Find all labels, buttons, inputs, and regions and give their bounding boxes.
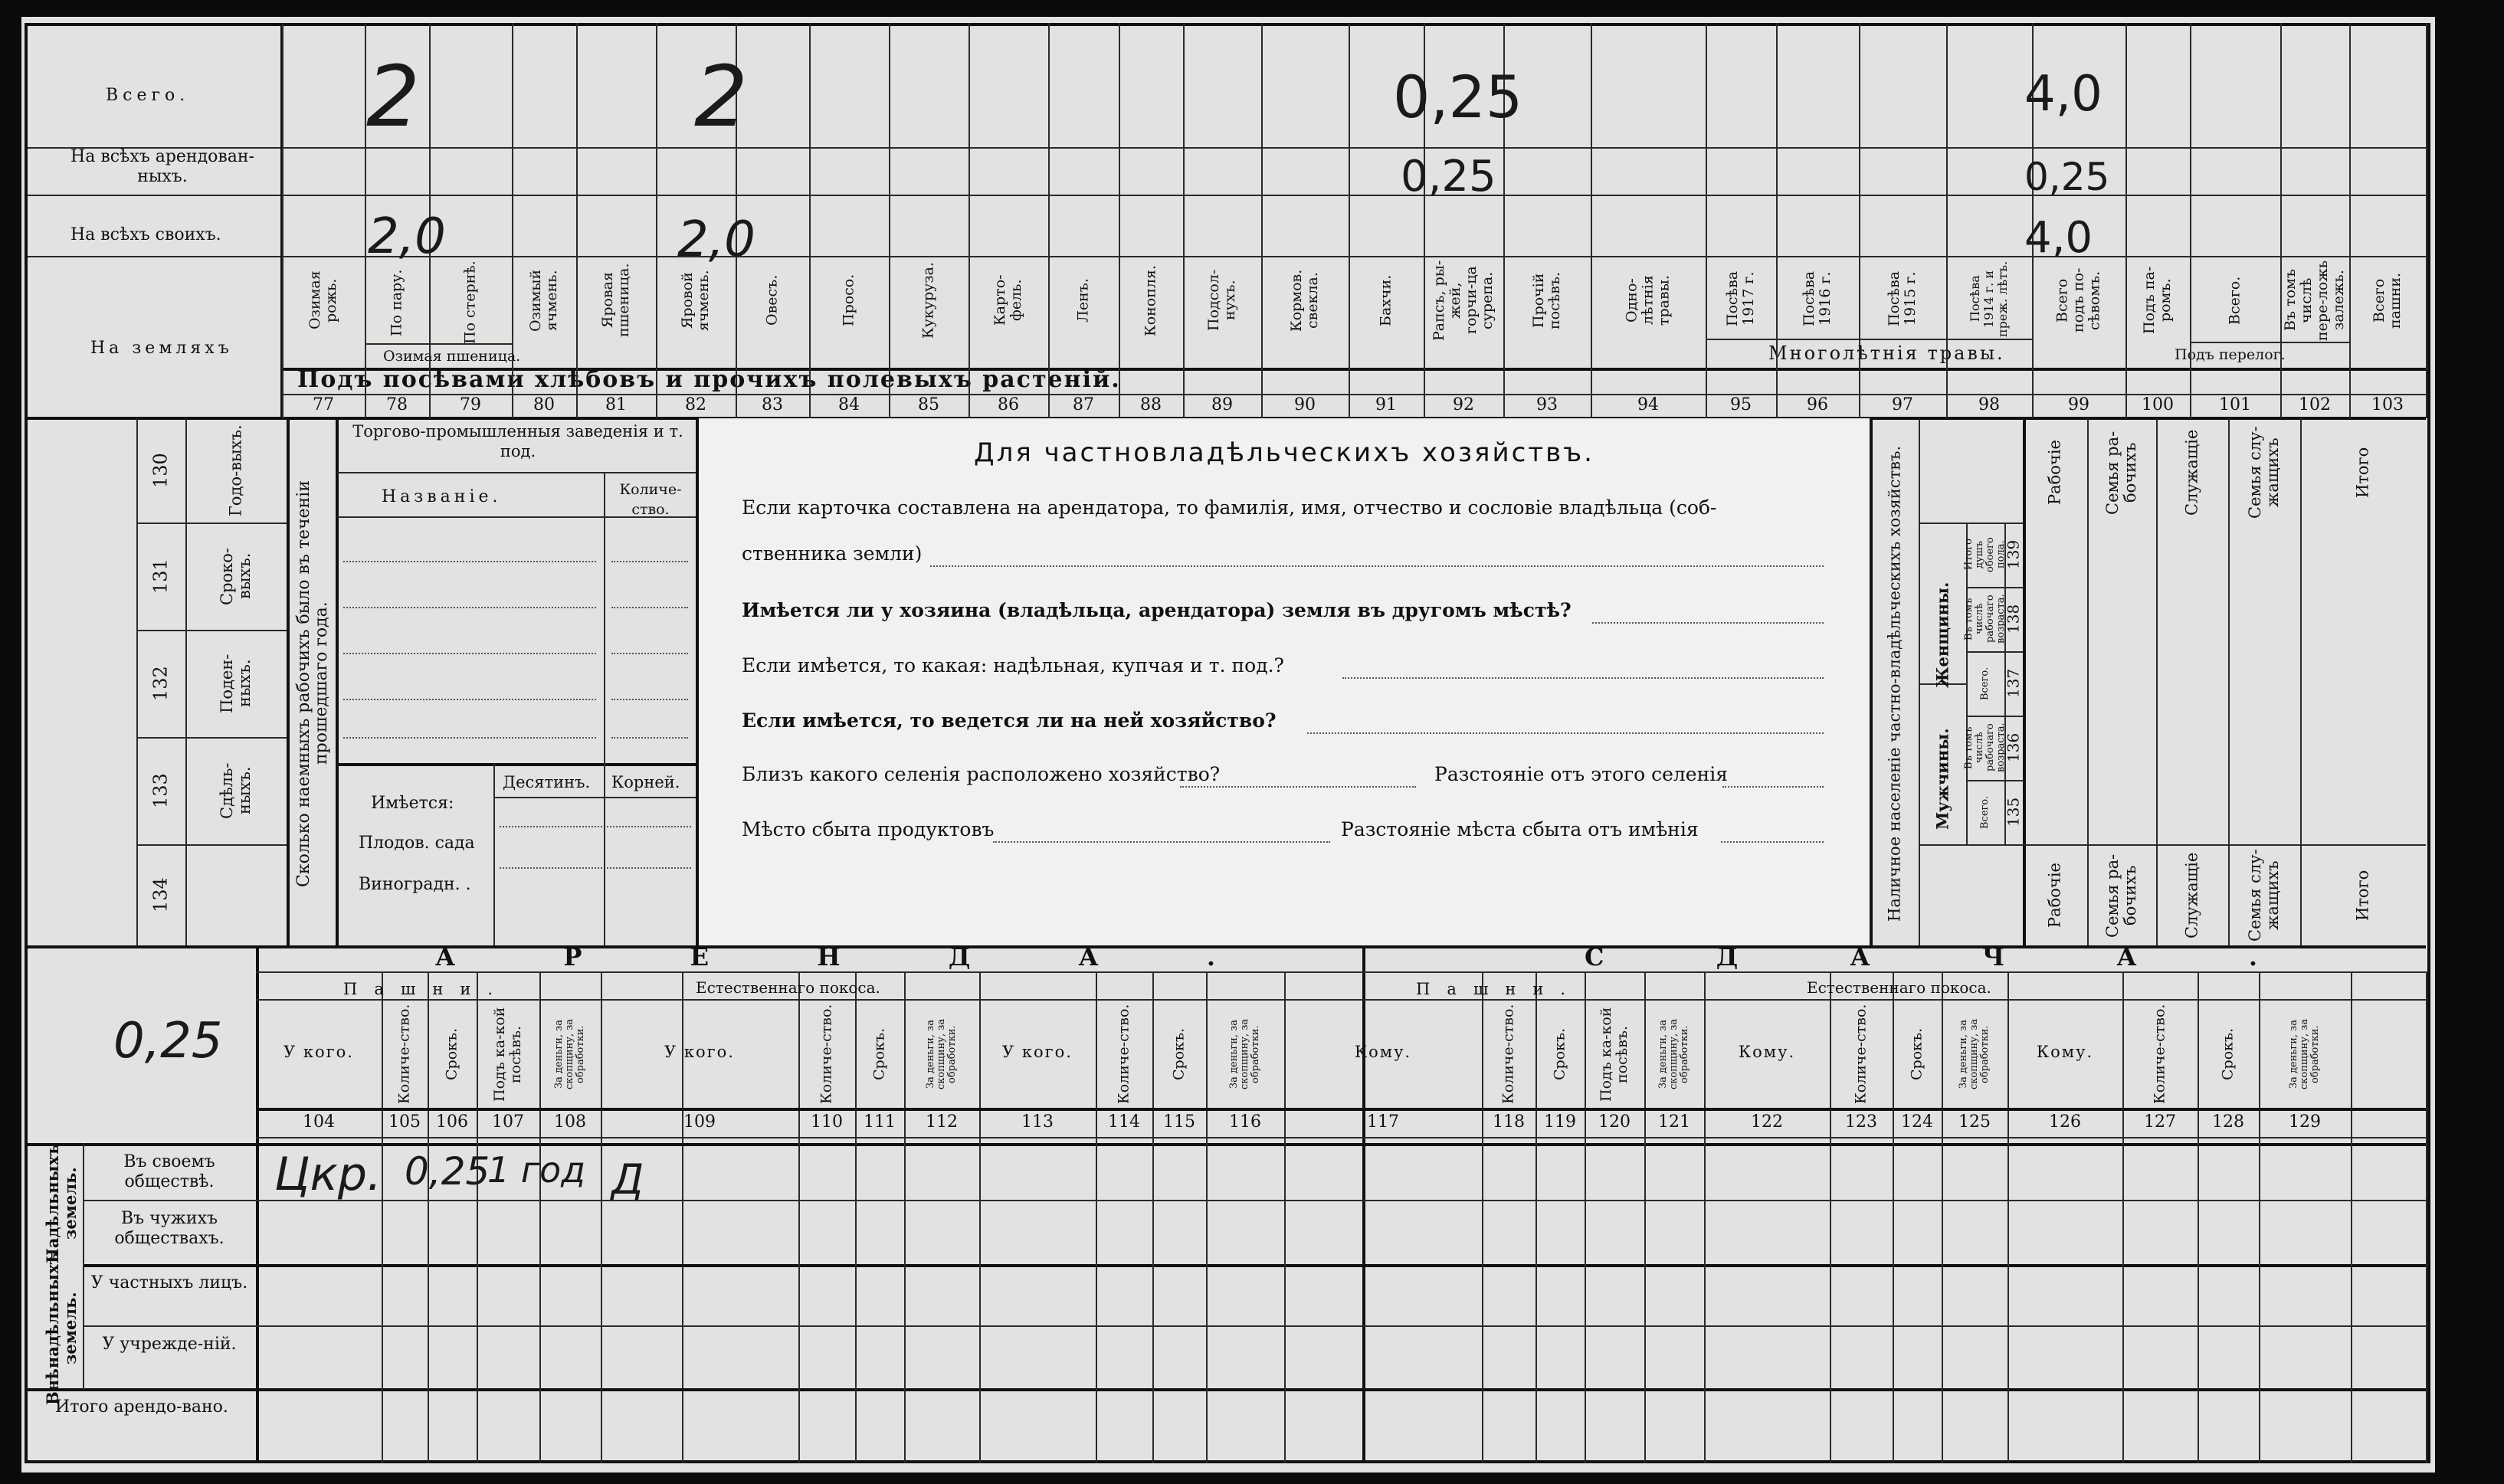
crop-col-number: 77 <box>313 395 334 414</box>
lease-col-number: 129 <box>2289 1112 2321 1132</box>
crop-col-label: Подсол-нухъ. <box>1205 269 1238 332</box>
crop-col-label: По пару. <box>388 269 405 336</box>
crop-col-number: 82 <box>685 395 706 414</box>
crop-col-number: 94 <box>1637 395 1659 414</box>
lease-row-col-line <box>2259 1143 2260 1463</box>
worker-col-number: 132 <box>149 666 172 701</box>
lease-col-line <box>2426 971 2427 1463</box>
crop-col-label: По стернѣ. <box>461 260 479 345</box>
private-q3: Если имѣется, то какая: надѣльная, купчая и т. под.? <box>742 654 1284 676</box>
pop-sub-label: Всего. <box>1979 795 1991 829</box>
crop-col-number: 86 <box>998 395 1019 414</box>
lease-row-line <box>83 1325 2426 1327</box>
crop-col-divider <box>1776 23 1778 418</box>
crop-col-divider <box>889 23 890 418</box>
pop-women: Женщины. <box>1932 581 1952 689</box>
worker-col-label: Сроко-выхъ. <box>218 547 254 605</box>
crop-col-number: 101 <box>2219 395 2251 414</box>
pop-right-col-line <box>2087 418 2089 947</box>
worker-col-label: Поден-ныхъ. <box>218 654 254 713</box>
pop-right-col-line <box>2228 418 2230 947</box>
crop-col-divider <box>2280 23 2282 418</box>
crop-col-number: 92 <box>1453 395 1474 414</box>
pop-sub-label: Въ томъ числѣ рабочаго возраста. <box>1963 722 2007 773</box>
hand-srok: 1 год <box>487 1149 586 1191</box>
worker-row-line <box>136 630 287 631</box>
hand-svoi-82: 2,0 <box>677 211 755 268</box>
lease-row-col-line <box>1830 1143 1831 1463</box>
lease-row-col-line <box>2122 1143 2124 1463</box>
lease-row-col-line <box>1284 1143 1286 1463</box>
crop-col-divider <box>1591 23 1592 418</box>
lease-col-label: Количе-ство. <box>818 1004 835 1105</box>
hand-arend-91: 0,25 <box>1401 152 1496 201</box>
private-q6b: Разстояніе мѣста сбыта отъ имѣнія <box>1341 818 1699 840</box>
private-q5b: Разстояніе отъ этого селенія <box>1434 763 1729 785</box>
lease-row-line <box>28 1388 2426 1391</box>
lease-col-label: Подъ ка-кой посѣвъ. <box>1598 1007 1631 1102</box>
lease-col-number: 106 <box>436 1112 468 1132</box>
crop-col-number: 78 <box>386 395 408 414</box>
crop-col-label: Озимая рожь. <box>306 270 339 330</box>
lease-row-col-line <box>1942 1143 1943 1463</box>
lease-col-number: 118 <box>1493 1112 1525 1132</box>
band-pod-posevami: Подъ посѣвами хлѣбовъ и прочихъ полевыхъ растеній. <box>297 366 1121 393</box>
lease-col-number: 114 <box>1108 1112 1140 1132</box>
crop-col-label: Яровая пшеница. <box>599 263 632 338</box>
pop-right-col-label: Семья ра-бочихъ <box>2103 853 2139 938</box>
crop-col-label: Кукуруза. <box>919 262 937 339</box>
pop-right-col-label: Итого <box>2353 870 2372 922</box>
row-label-svoih: На всѣхъ своихъ. <box>70 225 221 244</box>
lease-col-label: Срокъ. <box>1908 1027 1926 1081</box>
trade-imeetsya: Имѣется: <box>371 794 454 813</box>
trade-dotted-line <box>343 699 596 700</box>
lease-col-number: 126 <box>2049 1112 2081 1132</box>
group-mnogoletnie: Многолѣтнія травы. <box>1768 342 2005 364</box>
crop-col-number: 98 <box>1978 395 2000 414</box>
lease-col-label: Количе-ство. <box>1499 1004 1517 1105</box>
trade-dotted-line <box>611 699 688 700</box>
garden-dotted-line <box>500 867 691 869</box>
census-card-page <box>21 17 2435 1473</box>
crop-col-label: Карто-фель. <box>991 274 1024 326</box>
crop-col-label: Одно-лѣтнія травы. <box>1623 275 1673 326</box>
hand-side-025: 0,25 <box>113 1013 223 1070</box>
lease-col-number: 127 <box>2144 1112 2176 1132</box>
crop-col-number: 95 <box>1730 395 1752 414</box>
lease-col-number: 107 <box>492 1112 524 1132</box>
private-q5a: Близъ какого селенія расположено хозяйство? <box>742 763 1221 785</box>
lease-col-label: Срокъ. <box>1551 1027 1568 1081</box>
crop-col-label: Въ томъ числѣ пере-ложь залежь. <box>2282 260 2347 341</box>
pop-right-col-label: Семья ра-бочихъ <box>2103 431 2139 515</box>
pop-sub-label: Всего. <box>1979 667 1991 700</box>
lease-col-label: За деньги, за скопщину, за обработки. <box>553 1018 586 1090</box>
pop-number: 136 <box>2004 732 2023 763</box>
crop-col-label: Кормов. свекла. <box>1288 269 1321 332</box>
pop-right-col-label: Служащіе <box>2182 852 2201 939</box>
lease-col-number: 122 <box>1751 1112 1783 1132</box>
crop-col-label: Бахчи. <box>1377 274 1395 326</box>
lease-row-label: Итого арендо-вано. <box>55 1397 228 1417</box>
lease-col-number: 112 <box>926 1112 958 1132</box>
crop-col-divider <box>1349 23 1350 418</box>
crop-col-label: Просо. <box>840 274 857 327</box>
crop-col-label: Яровой ячмень. <box>679 270 712 331</box>
trade-dotted-line <box>611 653 688 654</box>
lease-col-label: За деньги, за скопщину, за обработки. <box>2288 1018 2321 1090</box>
group-perelog: Подъ перелог. <box>2175 346 2286 363</box>
lease-col-number: 104 <box>303 1112 335 1132</box>
private-q6a: Мѣсто сбыта продуктовъ <box>742 818 995 840</box>
lease-arenda-letter: Р <box>563 942 584 971</box>
lease-row-col-line <box>979 1143 981 1463</box>
crop-col-divider <box>1183 23 1185 418</box>
lease-row-col-line <box>1536 1143 1537 1463</box>
lease-row-label: У частныхъ лицъ. <box>90 1273 248 1292</box>
crop-col-number: 80 <box>533 395 555 414</box>
crop-col-label: Посѣва 1915 г. <box>1886 270 1919 327</box>
lease-col-number: 105 <box>388 1112 421 1132</box>
lease-row-col-line <box>2198 1143 2199 1463</box>
lease-sdacha-letter: Ч <box>1981 942 2007 971</box>
lease-col-label: Кому. <box>1354 1043 1412 1061</box>
lease-col-label: У кого. <box>1002 1043 1073 1061</box>
crop-col-label: Конопля. <box>1142 264 1159 336</box>
lease-col-number: 115 <box>1163 1112 1195 1132</box>
pop-right-col-label: Служащіе <box>2182 429 2201 516</box>
trade-dotted-line <box>343 607 596 608</box>
pop-right-col-label: Итого <box>2353 447 2372 499</box>
lease-head-line <box>256 999 2426 1001</box>
hand-vsego-91: 0,25 <box>1393 63 1523 131</box>
hand-svoi-99: 4,0 <box>2024 213 2093 263</box>
lease-sdacha-letter: А <box>1850 942 1872 971</box>
trade-qty-label: Количе-ство. <box>619 481 682 518</box>
crop-col-divider <box>2125 23 2127 418</box>
trade-dotted-line <box>343 561 596 562</box>
lease-row-line <box>83 1200 2426 1201</box>
crop-col-label: Посѣва 1916 г. <box>1801 270 1834 327</box>
lease-row-line <box>83 1264 2426 1267</box>
row-label-vsego: Всего. <box>106 86 190 105</box>
crop-col-divider <box>1119 23 1120 418</box>
lease-col-number: 125 <box>1958 1112 1991 1132</box>
pop-sub-label: Въ томъ числѣ рабочаго возраста. <box>1963 594 2007 644</box>
lease-row-col-line <box>1152 1143 1154 1463</box>
crop-col-number: 103 <box>2371 395 2404 414</box>
pop-right-col-label: Семья слу-жащихъ <box>2246 426 2282 519</box>
lease-col-label: У кого. <box>284 1043 354 1061</box>
lease-row-col-line <box>855 1143 857 1463</box>
crop-col-divider <box>656 23 657 418</box>
pop-right-col-line <box>2300 418 2302 947</box>
lease-sdacha-letter: С <box>1585 942 1606 971</box>
lease-col-number: 119 <box>1544 1112 1576 1132</box>
trade-dotted-line <box>611 607 688 608</box>
pop-right-col-label: Рабочіе <box>2045 863 2064 929</box>
lease-row-col-line <box>1096 1143 1097 1463</box>
lease-col-number: 108 <box>554 1112 586 1132</box>
worker-row-line <box>136 844 287 846</box>
hand-vsego-78: 2 <box>366 48 420 146</box>
crop-col-number: 91 <box>1375 395 1397 414</box>
crop-col-divider <box>576 23 578 418</box>
lease-col-number: 116 <box>1229 1112 1261 1132</box>
crop-col-number: 90 <box>1294 395 1316 414</box>
worker-row-line <box>136 523 287 524</box>
crop-col-number: 84 <box>838 395 860 414</box>
lease-col-number: 113 <box>1021 1112 1054 1132</box>
crop-col-label: Всего. <box>2226 276 2243 325</box>
group-line <box>1706 339 2032 340</box>
pop-right-col-label: Семья слу-жащихъ <box>2246 849 2282 942</box>
lease-col-label: Количе-ство. <box>1852 1004 1870 1105</box>
garden-dotted-line <box>500 826 691 827</box>
lease-arenda-letter: А <box>1078 942 1100 971</box>
crop-col-label: Посѣва 1917 г. <box>1724 270 1757 327</box>
pop-right-row-line <box>2023 844 2426 846</box>
lease-row-label: Въ своемъ обществѣ. <box>123 1152 215 1191</box>
crop-col-label: Подъ па-ромъ. <box>2141 266 2174 335</box>
lease-row-label: У учрежде-ній. <box>102 1335 237 1354</box>
lease-col-label: Срокъ. <box>2219 1027 2237 1081</box>
crop-col-divider <box>968 23 970 418</box>
trade-dotted-line <box>343 737 596 739</box>
crop-col-divider <box>2190 23 2191 418</box>
crop-col-number: 87 <box>1073 395 1094 414</box>
lease-col-label: Срокъ. <box>870 1027 888 1081</box>
lease-sdacha-letter: А <box>2116 942 2139 971</box>
trade-dotted-line <box>343 653 596 654</box>
lease-col-label: Подъ ка-кой посѣвъ. <box>491 1007 524 1102</box>
lease-col-label: За деньги, за скопщину, за обработки. <box>1958 1018 1991 1090</box>
trade-dotted-line <box>611 737 688 739</box>
trade-dotted-line <box>611 561 688 562</box>
lease-arenda-letter: . <box>1206 942 1217 971</box>
crop-col-label: Прочій посѣвъ. <box>1530 271 1563 329</box>
pop-sub-label: Итого душъ обоего пола. <box>1963 537 2007 572</box>
lease-row-col-line <box>2007 1143 2009 1463</box>
population-title: Наличное населеніе частно-владѣльческихъ хозяйствъ. <box>1885 445 1904 922</box>
trade-vinogradn: Виноградн. . <box>359 875 471 894</box>
crop-col-divider <box>1048 23 1050 418</box>
lease-col-number: 111 <box>864 1112 896 1132</box>
group-line <box>2190 342 2349 343</box>
crop-col-divider <box>282 23 284 418</box>
hand-za-dengi: Д <box>611 1155 644 1204</box>
worker-col-number: 130 <box>149 453 172 488</box>
crop-col-number: 83 <box>762 395 783 414</box>
hand-kolichestvo: 0,25 <box>405 1149 490 1194</box>
hand-svoi-78: 2,0 <box>368 208 446 265</box>
worker-col-label: Сдѣль-ныхъ. <box>218 762 254 819</box>
crop-col-number: 89 <box>1211 395 1233 414</box>
worker-row-line <box>136 737 287 739</box>
sdacha-pokos: Естественнаго покоса. <box>1807 978 1991 997</box>
crop-col-divider <box>2426 23 2427 418</box>
trade-plodov: Плодов. сада <box>359 834 475 853</box>
private-title: Для частновладѣльческихъ хозяйствъ. <box>974 437 1594 468</box>
lease-col-label: Срокъ. <box>1170 1027 1188 1081</box>
lease-row-col-line <box>539 1143 541 1463</box>
crop-col-number: 79 <box>460 395 481 414</box>
lease-arenda-title <box>435 942 1217 971</box>
pop-number: 137 <box>2004 668 2023 699</box>
crop-col-number: 88 <box>1140 395 1162 414</box>
private-q4: Если имѣется, то ведется ли на ней хозяйство? <box>742 709 1277 732</box>
lease-row-col-line <box>382 1143 383 1463</box>
lease-sdacha-letter: Д <box>1716 942 1740 971</box>
lease-col-number: 120 <box>1598 1112 1631 1132</box>
worker-col-number: 131 <box>149 559 172 594</box>
crop-col-number: 85 <box>918 395 939 414</box>
lease-col-label: Срокъ. <box>443 1027 460 1081</box>
workers-question: Сколько наемныхъ рабочихъ было въ теченіи прошедшаго года. <box>294 480 331 887</box>
lease-col-number: 124 <box>1901 1112 1933 1132</box>
lease-sdacha-title <box>1585 942 2259 971</box>
lease-row-col-line <box>1704 1143 1706 1463</box>
crop-col-divider <box>2349 23 2351 418</box>
worker-col-label: Годо-выхъ. <box>226 424 245 516</box>
crop-col-divider <box>1946 23 1948 418</box>
lease-col-number: 128 <box>2212 1112 2244 1132</box>
lease-row-col-line <box>601 1143 602 1463</box>
crop-col-label: Овесъ. <box>763 274 781 326</box>
hand-u-kogo: Цкр. <box>274 1148 382 1201</box>
pop-number: 135 <box>2004 797 2023 827</box>
lease-row-label: Въ чужихъ обществахъ. <box>114 1209 225 1248</box>
crop-col-divider <box>809 23 811 418</box>
crop-col-label: Всего подъ по-сѣвомъ. <box>2053 267 2103 333</box>
lease-col-label: За деньги, за скопщину, за обработки. <box>1657 1018 1690 1090</box>
group-ozimaya-pshenitsa: Озимая пшеница. <box>383 348 521 365</box>
crop-col-divider <box>1706 23 1707 418</box>
worker-col-number: 133 <box>149 773 172 808</box>
lease-col-label: Количе-ство. <box>2151 1004 2168 1105</box>
trade-korney: Корней. <box>611 773 680 791</box>
lease-col-label: За деньги, за скопщину, за обработки. <box>1228 1018 1261 1090</box>
crop-col-number: 99 <box>2068 395 2089 414</box>
lease-arenda-letter: Д <box>948 942 972 971</box>
sdacha-pashni: Пашни. <box>1416 980 1583 998</box>
pop-number: 138 <box>2004 604 2023 634</box>
lease-row-col-line <box>2351 1143 2352 1463</box>
trade-title: Торгово-промышленныя заведенія и т. под. <box>352 422 683 460</box>
crop-col-divider <box>512 23 513 418</box>
lease-col-number: 117 <box>1367 1112 1399 1132</box>
lease-arenda-letter: Н <box>817 942 842 971</box>
lease-arenda-letter: Е <box>690 942 711 971</box>
lease-arenda-letter: А <box>435 942 457 971</box>
crop-col-divider <box>1859 23 1860 418</box>
row-label-arendovannyh: На всѣхъ арендован-ныхъ. <box>70 147 254 186</box>
crop-col-number: 96 <box>1807 395 1828 414</box>
crop-col-label: Посѣва 1914 г. и преж. лѣтъ. <box>1968 260 2010 337</box>
lease-row-col-line <box>798 1143 800 1463</box>
crop-col-label: Всего пашни. <box>2371 272 2404 329</box>
lease-col-number: 121 <box>1658 1112 1690 1132</box>
side-nadelnyh: Надѣльныхъ земель. <box>43 1143 80 1264</box>
crop-col-number: 81 <box>605 395 627 414</box>
lease-col-line <box>1362 945 1365 1463</box>
lease-head-line <box>256 971 2426 973</box>
pop-right-col-line <box>2156 418 2158 947</box>
pop-row-line <box>1919 844 2023 846</box>
pop-men: Мужчины. <box>1932 728 1952 830</box>
crop-col-number: 97 <box>1892 395 1913 414</box>
lease-col-label: Количе-ство. <box>1115 1004 1132 1105</box>
crop-col-label: Ленъ. <box>1074 278 1092 323</box>
hand-arend-99: 0,25 <box>2024 155 2110 199</box>
row-label-na-zemlyah: На земляхъ <box>90 339 233 358</box>
lease-col-label: Количе-ство. <box>395 1004 413 1105</box>
pop-right-col-label: Рабочіе <box>2045 440 2064 506</box>
lease-col-number: 123 <box>1845 1112 1877 1132</box>
side-vnenadelnyh: Внѣнадѣльныхъ земель. <box>43 1252 80 1405</box>
lease-col-label: За деньги, за скопщину, за обработки. <box>925 1018 958 1090</box>
crop-col-label: Озимый ячмень. <box>527 269 560 332</box>
crop-col-label: Рапсъ, ры-жей, горчи-ца сурепа. <box>1431 260 1496 341</box>
crop-col-number: 93 <box>1536 395 1558 414</box>
crop-col-number: 102 <box>2299 395 2331 414</box>
group-line <box>365 343 512 345</box>
trade-name-label: Названіе. <box>382 487 502 506</box>
pop-number: 139 <box>2004 539 2023 570</box>
lease-col-label: Кому. <box>2036 1043 2094 1061</box>
lease-row-col-line <box>1206 1143 1208 1463</box>
hand-vsego-82: 2 <box>694 48 748 146</box>
private-q1a: Если карточка составлена на арендатора, то фамилія, имя, отчество и сословіе владѣльца (соб- <box>742 496 1717 519</box>
private-q2: Имѣется ли у хозяина (владѣльца, арендатора) земля въ другомъ мѣстѣ? <box>742 599 1572 621</box>
lease-sdacha-letter: . <box>2248 942 2259 971</box>
trade-desyatin: Десятинъ. <box>503 773 591 791</box>
crop-col-divider <box>1261 23 1263 418</box>
lease-pokos: Естественнаго покоса. <box>696 978 880 997</box>
lease-row-col-line <box>1482 1143 1483 1463</box>
lease-row-col-line <box>1585 1143 1586 1463</box>
lease-col-label: Кому. <box>1738 1043 1796 1061</box>
lease-col-label: У кого. <box>664 1043 735 1061</box>
lease-col-number: 110 <box>811 1112 843 1132</box>
lease-row-col-line <box>1893 1143 1894 1463</box>
lease-pashni: Пашни. <box>343 980 510 998</box>
lease-row-col-line <box>904 1143 906 1463</box>
lease-col-number: 109 <box>683 1112 716 1132</box>
hand-vsego-99: 4,0 <box>2024 66 2103 123</box>
lease-row-col-line <box>1644 1143 1646 1463</box>
private-q1b: ственника земли) <box>742 542 923 565</box>
worker-col-number: 134 <box>149 877 172 912</box>
crop-col-number: 100 <box>2142 395 2174 414</box>
